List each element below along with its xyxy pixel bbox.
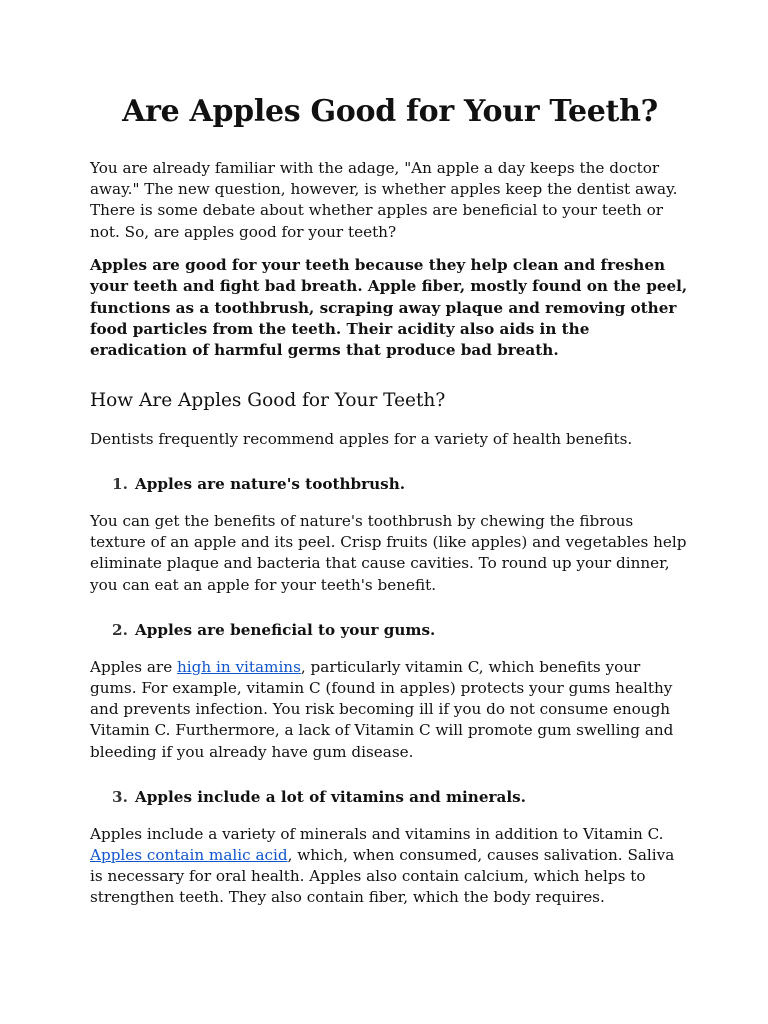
page-title: Are Apples Good for Your Teeth? bbox=[122, 94, 658, 129]
list-number: 2. bbox=[112, 620, 128, 639]
summary-paragraph: Apples are good for your teeth because they help clean and freshen your teeth and fight bad breath. Apple fiber, mostly found on the peel, functions as a toothbrush, scraping away plaque and removing other food particles from the teeth. Their acidity also aids in the eradication of harmful germs that produce bad breath. bbox=[90, 255, 688, 360]
intro-paragraph: You are already familiar with the adage, "An apple a day keeps the doctor away." The new question, however, is whether apples keep the dentist away. There is some debate about whether apples are beneficial to your teeth or not. So, are apples good for your teeth? bbox=[90, 159, 678, 241]
list-item-body-3 bbox=[90, 824, 690, 909]
malic-acid-link[interactable]: Apples contain malic acid bbox=[90, 846, 288, 865]
list-heading-text: Apples are beneficial to your gums. bbox=[135, 620, 436, 639]
body-text: Apples are bbox=[90, 657, 178, 676]
list-item-heading-1 bbox=[112, 474, 690, 495]
list-number: 3. bbox=[112, 787, 128, 806]
list-item-body-1: You can get the benefits of nature's toothbrush by chewing the fibrous texture of an apple and its peel. Crisp fruits (like apples) and vegetables help eliminate plaque and bacteria that cause cavities. To round up your dinner, you can eat an apple for your teeth's benefit. bbox=[90, 512, 687, 594]
body-text: Apples include a variety of minerals and vitamins in addition to Vitamin C. bbox=[90, 824, 664, 843]
list-heading-text: Apples include a lot of vitamins and minerals. bbox=[135, 787, 526, 806]
list-item-body-2 bbox=[90, 657, 690, 763]
body-text: , which, when consumed, causes salivation. Saliva is necessary for oral health. Apples also contain calcium, which helps to strengthen teeth. They also contain fiber, which the body requires. bbox=[90, 846, 675, 907]
section-heading: How Are Apples Good for Your Teeth? bbox=[90, 389, 446, 411]
list-number: 1. bbox=[112, 475, 128, 494]
high-in-vitamins-link[interactable]: high in vitamins bbox=[177, 657, 301, 676]
list-item-heading-3 bbox=[112, 787, 690, 808]
list-heading-text: Apples are nature's toothbrush. bbox=[135, 475, 406, 494]
section-lead: Dentists frequently recommend apples for a variety of health benefits. bbox=[90, 429, 633, 448]
list-item-heading-2 bbox=[112, 620, 690, 641]
body-text: , particularly vitamin C, which benefits your gums. For example, vitamin C (found in apples) protects your gums healthy and prevents infection. You risk becoming ill if you do not consume enough Vitamin C. Furthermore, a lack of Vitamin C will promote gum swelling and bleeding if you already have gum disease. bbox=[90, 657, 674, 761]
document-page bbox=[90, 92, 690, 933]
